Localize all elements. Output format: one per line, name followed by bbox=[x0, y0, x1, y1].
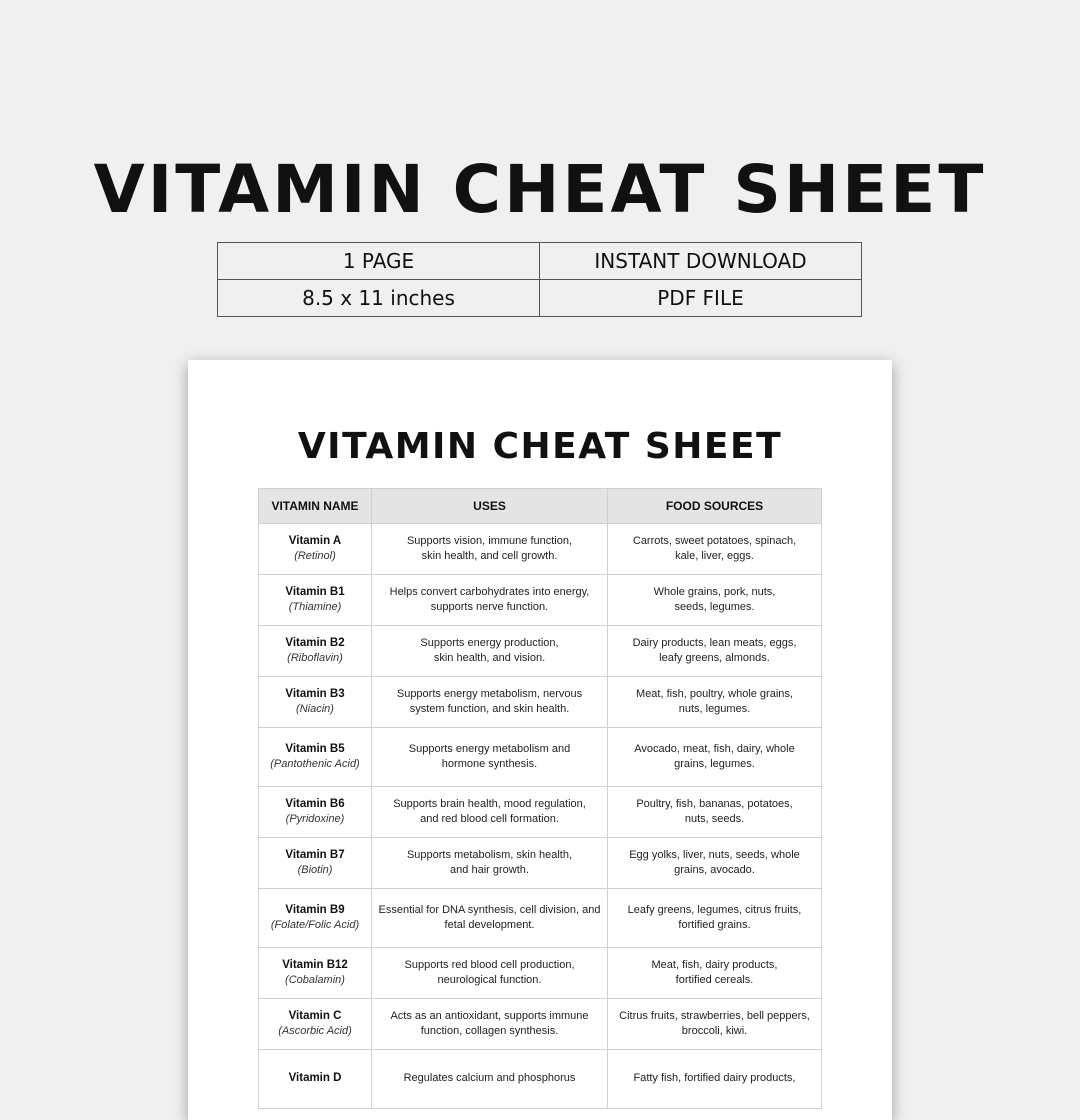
vitamin-chemical-name: (Riboflavin) bbox=[287, 652, 343, 664]
vitamin-name-cell bbox=[259, 787, 372, 838]
vitamin-name-cell bbox=[259, 1050, 372, 1109]
food-sources-cell bbox=[608, 626, 822, 677]
food-sources-line: kale, liver, eggs. bbox=[675, 550, 754, 562]
vitamin-name-cell bbox=[259, 524, 372, 575]
uses-cell bbox=[372, 889, 608, 948]
food-sources-line: Meat, fish, dairy products, bbox=[651, 958, 778, 971]
vitamin-name: Vitamin B7 bbox=[285, 848, 345, 861]
info-row bbox=[218, 243, 862, 280]
uses-line: skin health, and cell growth. bbox=[421, 550, 558, 562]
vitamin-chemical-name: (Thiamine) bbox=[288, 601, 342, 613]
vitamin-name-cell bbox=[259, 575, 372, 626]
column-header-vitamin-name: VITAMIN NAME bbox=[259, 489, 372, 524]
vitamin-chemical-name: (Folate/Folic Acid) bbox=[270, 919, 360, 931]
food-sources-line: nuts, legumes. bbox=[678, 703, 751, 715]
food-sources-line: broccoli, kiwi. bbox=[681, 1025, 748, 1037]
food-sources-line: nuts, seeds. bbox=[684, 813, 745, 825]
vitamin-chemical-name: (Retinol) bbox=[294, 550, 336, 562]
uses-line: supports nerve function. bbox=[430, 601, 549, 613]
table-row bbox=[259, 524, 822, 575]
info-cell-size: 8.5 x 11 inches bbox=[218, 280, 540, 317]
uses-line: system function, and skin health. bbox=[409, 703, 570, 715]
info-cell-pages: 1 PAGE bbox=[218, 243, 540, 280]
uses-line: and red blood cell formation. bbox=[420, 813, 559, 825]
uses-cell bbox=[372, 728, 608, 787]
food-sources-cell bbox=[608, 889, 822, 948]
vitamin-table-body bbox=[259, 524, 822, 1109]
uses-cell bbox=[372, 999, 608, 1050]
food-sources-cell bbox=[608, 524, 822, 575]
page-title: VITAMIN CHEAT SHEET bbox=[93, 151, 987, 228]
food-sources-cell bbox=[608, 948, 822, 999]
vitamin-chemical-name: (Pyridoxine) bbox=[285, 813, 345, 825]
food-sources-line: Poultry, fish, bananas, potatoes, bbox=[636, 797, 793, 810]
uses-line: fetal development. bbox=[444, 919, 535, 931]
vitamin-name-cell bbox=[259, 999, 372, 1050]
uses-cell bbox=[372, 575, 608, 626]
vitamin-name-cell bbox=[259, 889, 372, 948]
table-row bbox=[259, 1050, 822, 1109]
sheet-preview bbox=[188, 360, 892, 1120]
uses-line: hormone synthesis. bbox=[441, 758, 538, 770]
table-row bbox=[259, 838, 822, 889]
uses-line: Supports energy metabolism and bbox=[408, 742, 571, 755]
uses-line: Helps convert carbohydrates into energy, bbox=[389, 585, 590, 598]
food-sources-line: grains, legumes. bbox=[674, 758, 755, 770]
info-cell-format: PDF FILE bbox=[540, 280, 862, 317]
vitamin-table bbox=[258, 488, 822, 1109]
uses-line: Supports energy metabolism, nervous bbox=[396, 687, 583, 700]
vitamin-name: Vitamin B2 bbox=[285, 636, 345, 649]
uses-cell bbox=[372, 948, 608, 999]
food-sources-line: Leafy greens, legumes, citrus fruits, bbox=[627, 903, 802, 916]
uses-line: Acts as an antioxidant, supports immune bbox=[390, 1009, 589, 1022]
table-row bbox=[259, 999, 822, 1050]
food-sources-line: seeds, legumes. bbox=[674, 601, 755, 613]
uses-line: Supports red blood cell production, bbox=[404, 958, 575, 971]
vitamin-name-cell bbox=[259, 677, 372, 728]
vitamin-name: Vitamin D bbox=[288, 1072, 342, 1085]
vitamin-chemical-name: (Biotin) bbox=[297, 864, 333, 876]
uses-line: Supports energy production, bbox=[420, 636, 559, 649]
vitamin-name-cell bbox=[259, 728, 372, 787]
uses-cell bbox=[372, 838, 608, 889]
food-sources-line: Carrots, sweet potatoes, spinach, bbox=[632, 534, 797, 547]
uses-line: skin health, and vision. bbox=[433, 652, 546, 664]
food-sources-line: Avocado, meat, fish, dairy, whole bbox=[634, 742, 795, 755]
vitamin-name: Vitamin C bbox=[288, 1009, 342, 1022]
food-sources-line: fortified cereals. bbox=[675, 974, 754, 986]
vitamin-chemical-name: (Ascorbic Acid) bbox=[278, 1025, 352, 1037]
vitamin-name: Vitamin B6 bbox=[285, 797, 345, 810]
uses-line: Supports metabolism, skin health, bbox=[406, 848, 573, 861]
table-row bbox=[259, 677, 822, 728]
vitamin-name-cell bbox=[259, 626, 372, 677]
food-sources-line: Egg yolks, liver, nuts, seeds, whole bbox=[629, 848, 800, 861]
uses-line: Regulates calcium and phosphorus bbox=[403, 1072, 576, 1085]
sheet-title: VITAMIN CHEAT SHEET bbox=[297, 426, 783, 467]
vitamin-name-cell bbox=[259, 948, 372, 999]
vitamin-name: Vitamin B3 bbox=[285, 687, 345, 700]
uses-line: neurological function. bbox=[437, 974, 542, 986]
food-sources-line: grains, avocado. bbox=[674, 864, 755, 876]
column-header-food-sources: FOOD SOURCES bbox=[608, 489, 822, 524]
info-row bbox=[218, 280, 862, 317]
food-sources-cell bbox=[608, 575, 822, 626]
uses-line: Supports vision, immune function, bbox=[406, 534, 573, 547]
info-cell-download: INSTANT DOWNLOAD bbox=[540, 243, 862, 280]
vitamin-name: Vitamin B5 bbox=[285, 742, 345, 755]
food-sources-line: Fatty fish, fortified dairy products, bbox=[633, 1072, 796, 1085]
uses-line: function, collagen synthesis. bbox=[420, 1025, 559, 1037]
table-header-row bbox=[259, 489, 822, 524]
table-row bbox=[259, 626, 822, 677]
vitamin-chemical-name: (Pantothenic Acid) bbox=[270, 758, 360, 770]
table-row bbox=[259, 787, 822, 838]
vitamin-chemical-name: (Niacin) bbox=[296, 703, 334, 715]
table-row bbox=[259, 889, 822, 948]
uses-line: Essential for DNA synthesis, cell division, and bbox=[378, 903, 601, 916]
food-sources-line: fortified grains. bbox=[678, 919, 751, 931]
vitamin-name: Vitamin B9 bbox=[285, 903, 345, 916]
food-sources-line: leafy greens, almonds. bbox=[659, 652, 770, 664]
food-sources-cell bbox=[608, 999, 822, 1050]
table-row bbox=[259, 948, 822, 999]
vitamin-name-cell bbox=[259, 838, 372, 889]
food-sources-line: Whole grains, pork, nuts, bbox=[653, 585, 776, 598]
vitamin-chemical-name: (Cobalamin) bbox=[285, 974, 345, 986]
food-sources-cell bbox=[608, 838, 822, 889]
food-sources-cell bbox=[608, 728, 822, 787]
uses-cell bbox=[372, 677, 608, 728]
table-row bbox=[259, 728, 822, 787]
food-sources-cell bbox=[608, 1050, 822, 1109]
vitamin-name: Vitamin B1 bbox=[285, 585, 345, 598]
uses-cell bbox=[372, 626, 608, 677]
table-row bbox=[259, 575, 822, 626]
food-sources-line: Citrus fruits, strawberries, bell peppers, bbox=[619, 1009, 810, 1022]
uses-cell bbox=[372, 524, 608, 575]
uses-line: and hair growth. bbox=[450, 864, 529, 876]
uses-line: Supports brain health, mood regulation, bbox=[393, 797, 586, 810]
uses-cell bbox=[372, 1050, 608, 1109]
food-sources-cell bbox=[608, 677, 822, 728]
food-sources-cell bbox=[608, 787, 822, 838]
food-sources-line: Meat, fish, poultry, whole grains, bbox=[636, 687, 793, 700]
food-sources-line: Dairy products, lean meats, eggs, bbox=[632, 636, 797, 649]
vitamin-name: Vitamin A bbox=[288, 534, 342, 547]
uses-cell bbox=[372, 787, 608, 838]
product-info-table bbox=[217, 242, 862, 317]
vitamin-name: Vitamin B12 bbox=[282, 958, 348, 971]
column-header-uses: USES bbox=[372, 489, 608, 524]
